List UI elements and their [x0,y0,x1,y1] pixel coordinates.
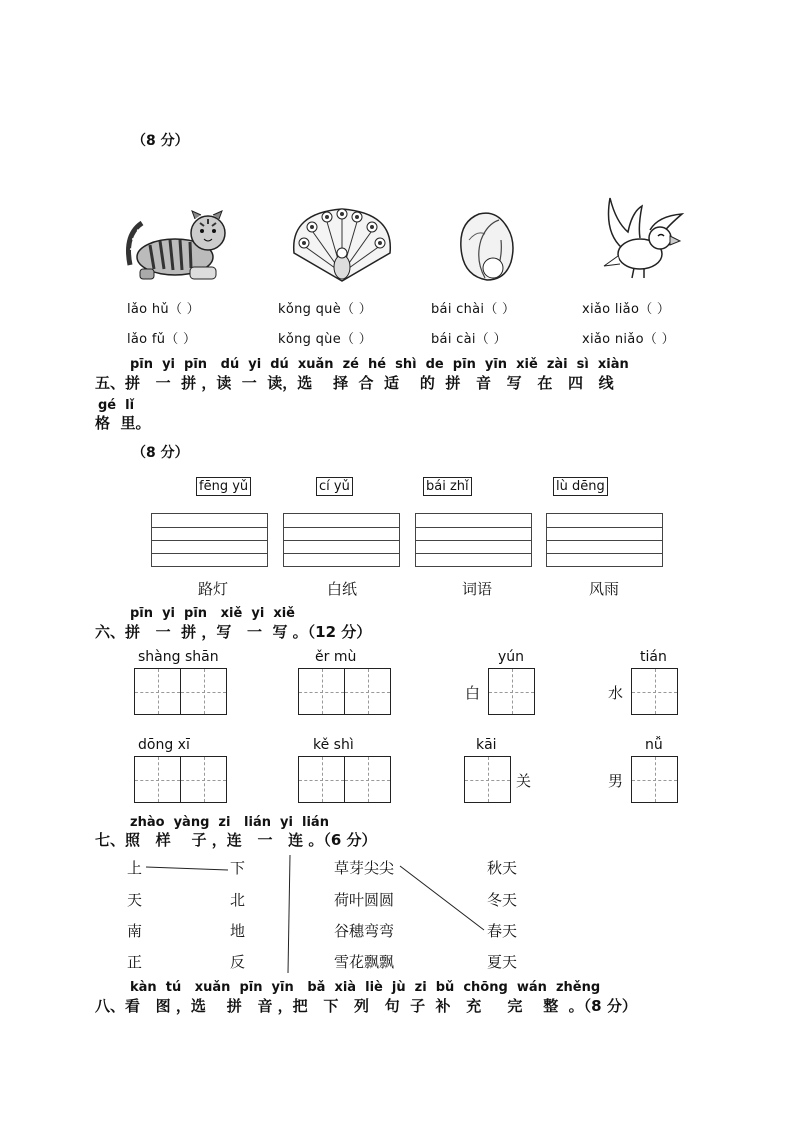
pinyin-text: kǒng què [278,302,341,317]
answer-blank[interactable]: （ ） [168,302,200,317]
pinyin-text: xiǎo liǎo [582,302,640,317]
match-season: 夏天 [487,953,518,971]
given-char: 水 [608,684,624,702]
sec5-heading-2: 格 里。 [95,414,151,432]
sec6-heading-pinyin: pīn yi pīn xiě yi xiě [130,606,295,621]
pinyin-prompt: kě shì [313,737,354,753]
answer-blank[interactable]: （ ） [643,332,675,347]
sec5-heading-pinyin-2: gé lǐ [98,398,135,413]
sec5-heading-pinyin: pīn yi pīn dú yi dú xuǎn zé hé shì de pīn yīn xiě zài sì xiàn [130,357,629,372]
answer-blank[interactable]: （ ） [341,302,373,317]
pinyin-option: lù dēng [553,477,608,496]
pinyin-text: lǎo hǔ [127,302,169,317]
match-left-b: 反 [230,953,246,971]
match-left-b: 下 [230,859,246,877]
word-label: 词语 [462,580,493,598]
answer-blank[interactable]: （ ） [475,332,507,347]
given-char: 男 [608,772,624,790]
pinyin-prompt: nǚ [645,737,663,753]
sec8-heading: 八、看 图 ，选 拼 音 ，把 下 列 句 子 补 充 完 整 。（8 分） [95,997,637,1015]
pinyin-prompt: yún [498,649,525,665]
match-left-b: 地 [230,922,246,940]
sec6-heading: 六、拼 一 拼 ，写 一 写 。（12 分） [95,623,372,641]
pinyin-prompt: shàng shān [138,649,219,665]
pinyin-option: bái zhǐ [423,477,472,496]
pinyin-prompt: dōng xī [138,737,190,753]
divider-line [288,855,290,973]
sec5-heading: 五、拼 一 拼 ，读 一 读，选 择 合 适 的 拼 音 写 在 四 线 [95,374,614,392]
answer-blank[interactable]: （ ） [484,302,516,317]
match-phrase: 雪花飘飘 [334,953,395,971]
given-char: 关 [516,772,532,790]
pinyin-prompt: ěr mù [315,649,357,665]
pinyin-text: xiǎo niǎo [582,332,644,347]
pinyin-text: bái cài [431,332,476,347]
answer-blank[interactable]: （ ） [165,332,197,347]
match-phrase: 谷穗弯弯 [334,922,395,940]
match-left-a: 天 [127,891,143,909]
section4-score: （8 分） [132,133,189,149]
word-label: 路灯 [198,580,229,598]
pinyin-prompt: kāi [476,737,497,753]
sec7-heading-pinyin: zhào yàng zi lián yi lián [130,815,329,830]
pinyin-prompt: tián [640,649,667,665]
pinyin-text: bái chài [431,302,485,317]
match-season: 春天 [487,922,518,940]
given-char: 白 [465,684,481,702]
example-line [146,867,228,870]
sec7-heading: 七、照 样 子 ，连 一 连 。（6 分） [95,831,377,849]
pinyin-text: lǎo fǔ [127,332,166,347]
match-left-a: 南 [127,922,143,940]
match-left-b: 北 [230,891,246,909]
pinyin-option: cí yǔ [316,477,353,496]
example-line [400,866,484,930]
match-left-a: 上 [127,859,143,877]
match-phrase: 草芽尖尖 [334,859,395,877]
match-left-a: 正 [127,953,143,971]
answer-blank[interactable]: （ ） [639,302,671,317]
answer-blank[interactable]: （ ） [341,332,373,347]
match-season: 冬天 [487,891,518,909]
pinyin-text: kǒng qùe [278,332,341,347]
word-label: 风雨 [589,580,620,598]
match-phrase: 荷叶圆圆 [334,891,395,909]
word-label: 白纸 [327,580,358,598]
section5-score: （8 分） [132,445,189,461]
sec8-heading-pinyin: kàn tú xuǎn pīn yīn bǎ xià liè jù zi bǔ chōng wán zhěng [130,980,601,995]
pinyin-option: fēng yǔ [196,477,251,496]
match-season: 秋天 [487,859,518,877]
